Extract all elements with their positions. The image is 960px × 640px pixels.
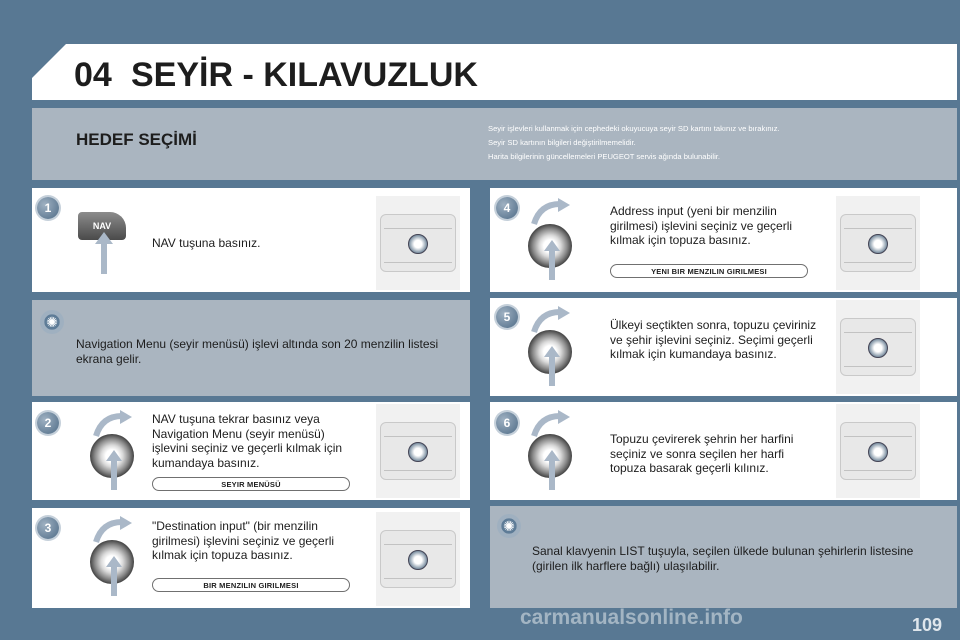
radio-panel-4	[836, 196, 920, 290]
note-3: Harita bilgilerinin güncellemeleri PEUGEOT servis ağında bulunabilir.	[488, 152, 721, 161]
watermark: carmanualsonline.info	[520, 606, 743, 629]
section-notes	[488, 122, 938, 164]
step-6-badge: 6	[496, 412, 518, 434]
page-title: SEYİR - KILAVUZLUK	[131, 56, 478, 94]
step-5-text: Ülkeyi seçtikten sonra, topuzu çeviriniz ve şehir işlevini seçiniz. Seçimi geçerli kılmak için kumandaya basınız.	[610, 318, 817, 361]
radio-panel-6	[836, 404, 920, 498]
press-arrow-icon	[106, 450, 122, 490]
tip-sun-icon: ✺	[40, 310, 64, 334]
step-1-text: NAV tuşuna basınız.	[152, 236, 261, 250]
menu-pill-bir-menzil: BIR MENZILIN GIRILMESI	[152, 578, 350, 592]
radio-panel-5	[836, 300, 920, 394]
press-arrow-icon	[95, 232, 113, 274]
press-arrow-icon	[544, 450, 560, 490]
tip-sun-icon: ✺	[497, 514, 521, 538]
step-5-badge: 5	[496, 306, 518, 328]
page-number: 109	[911, 615, 942, 635]
step-3-badge: 3	[37, 517, 59, 539]
step-2-badge: 2	[37, 412, 59, 434]
tip-1-text: Navigation Menu (seyir menüsü) işlevi altında son 20 menzilin listesi ekrana gelir.	[76, 337, 439, 366]
tip-2-text: Sanal klavyenin LIST tuşuyla, seçilen ülkede bulunan şehirlerin listesine (girilen ilk harflere bağlı) ulaşılabilir.	[532, 544, 914, 573]
nav-button-label: NAV	[92, 221, 112, 231]
press-arrow-icon	[544, 346, 560, 386]
chapter-number: 04	[74, 56, 112, 94]
press-arrow-icon	[544, 240, 560, 280]
menu-pill-seyir: SEYIR MENÜSÜ	[152, 477, 350, 491]
step-3-text: "Destination input" (bir menzilin girilmesi) işlevini seçiniz ve geçerli kılmak için topuza basınız.	[152, 519, 335, 562]
note-1: Seyir işlevleri kullanmak için cephedeki okuyucuya seyir SD kartını takınız ve bırakınız.	[488, 124, 780, 133]
radio-panel-2	[376, 404, 460, 498]
press-arrow-icon	[106, 556, 122, 596]
step-6-text: Topuzu çevirerek şehrin her harfini seçiniz ve sonra seçilen her harfi topuza basarak geçerli kılınız.	[610, 432, 794, 475]
radio-panel-1	[376, 196, 460, 290]
step-4-badge: 4	[496, 197, 518, 219]
step-2-text: NAV tuşuna tekrar basınız veya Navigation Menu (seyir menüsü) işlevini seçiniz ve geçerli kılmak için kumandaya basınız.	[152, 412, 343, 470]
note-2: Seyir SD kartının bilgileri değiştirilmemelidir.	[488, 138, 636, 147]
section-title: HEDEF SEÇİMİ	[76, 130, 197, 149]
menu-pill-yeni-menzil: YENI BIR MENZILIN GIRILMESI	[610, 264, 808, 278]
radio-panel-3	[376, 512, 460, 606]
step-4-text: Address input (yeni bir menzilin girilmesi) işlevini seçiniz ve geçerli kılmak için topuza basınız.	[610, 204, 793, 247]
step-1-badge: 1	[37, 197, 59, 219]
